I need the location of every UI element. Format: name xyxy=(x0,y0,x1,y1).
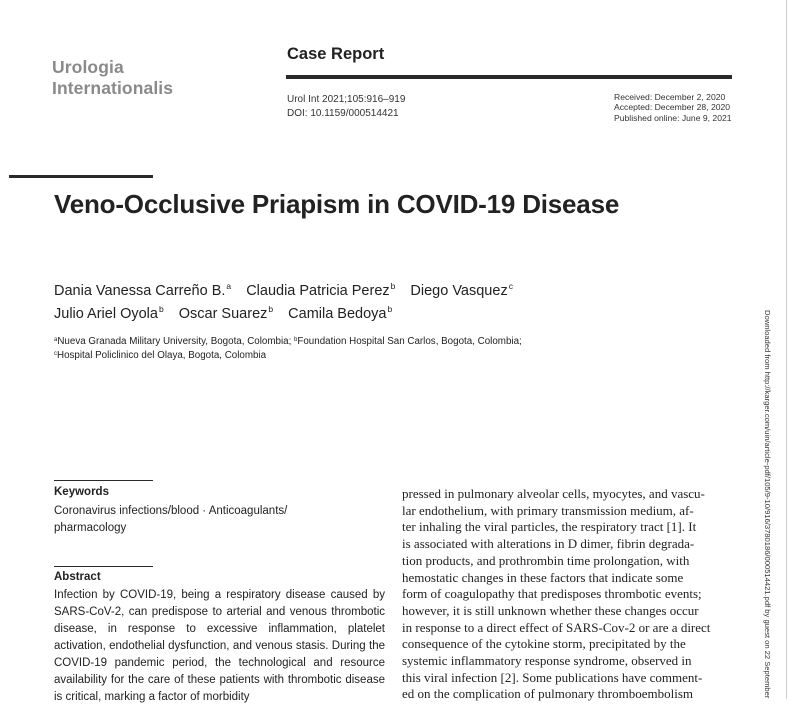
body-line: hemostatic changes in these factors that indicate some xyxy=(402,569,684,585)
author: Diego Vasquez$^c$ xyxy=(410,281,513,299)
article-type: Case Report xyxy=(287,45,385,63)
keywords-text: Coronavirus infections/blood · Anticoagulants/ pharmacology xyxy=(54,505,288,534)
page-edge-line xyxy=(786,0,787,699)
citation-doi[interactable]: DOI: 10.1159/000514421 xyxy=(287,107,399,119)
journal-name-line1: Urologia xyxy=(52,57,124,77)
body-line: however, it is still unknown whether these changes occur xyxy=(402,602,699,618)
keywords-rule xyxy=(54,480,153,481)
header-rule xyxy=(286,75,732,79)
body-line: systemic inflammatory response syndrome, observed in xyxy=(402,653,692,669)
body-line: in response to a direct effect of SARS-Cov-2 or are a direct xyxy=(402,619,711,635)
author: Julio Ariel Oyola$^b$ xyxy=(54,303,164,322)
received-date: Received: December 2, 2020 xyxy=(614,92,726,102)
affiliation-line-1: $^a$Nueva Granada Military University, Bogota, Colombia; $^b$Foundation Hospital San Carlos, Bogota, Colombia; xyxy=(54,336,522,347)
author-list xyxy=(54,280,524,325)
abstract-text: Infection by COVID-19, being a respiratory disease caused by SARS-CoV-2, can predispose to arterial and venous thrombotic disease, in response to excessive inflammation, platelet activation, endothelial dysfunction, and venous stasis. During the COVID-19 pandemic period, the technological and resource availability for the care of these patients with thrombotic disease is critical, marking a factor of morbidity xyxy=(54,589,385,703)
citation-ref: Urol Int 2021;105:916–919 xyxy=(287,94,406,105)
body-line: this viral infection [2]. Some publications have comment- xyxy=(402,669,703,685)
body-line: tion products, and prothrombin time prolongation, with xyxy=(402,552,690,568)
body-line: ed on the complication of pulmonary thromboembolism xyxy=(402,686,694,702)
affiliation-line-2: $^c$Hospital Policlinico del Olaya, Bogota, Colombia xyxy=(54,350,267,361)
author: Oscar Suarez$^b$ xyxy=(178,303,274,322)
author-row xyxy=(54,303,524,326)
article-title: Veno-Occlusive Priapism in COVID-19 Disease xyxy=(54,189,620,219)
body-line: pressed in pulmonary alveolar cells, myocytes, and vascu- xyxy=(402,486,705,501)
abstract-rule xyxy=(54,566,153,567)
journal-name-line2: Internationalis xyxy=(52,78,174,98)
abstract-heading: Abstract xyxy=(54,571,101,583)
citation xyxy=(287,93,405,120)
body-line: ter inhaling the viral particles, the respiratory tract [1]. It xyxy=(402,519,697,535)
author: Claudia Patricia Perez$^b$ xyxy=(246,281,396,299)
body-line: consequence of the cytokine storm, precipitated by the xyxy=(402,636,686,652)
affiliations xyxy=(54,335,522,363)
body-line: is associated with alterations in D dimer, fibrin degrada- xyxy=(402,536,695,552)
body-line: form of coagulopathy that predisposes thrombotic events; xyxy=(402,586,702,602)
download-notice xyxy=(760,310,772,699)
keywords-heading: Keywords xyxy=(54,486,109,498)
accepted-date: Accepted: December 28, 2020 xyxy=(614,102,731,113)
author: Dania Vanessa Carreño B.$^a$ xyxy=(54,281,232,299)
author: Camila Bedoya$^b$ xyxy=(288,303,393,322)
published-date: Published online: June 9, 2021 xyxy=(614,112,732,123)
journal-name xyxy=(52,57,173,99)
author-row xyxy=(54,280,524,303)
body-line: lar endothelium, with primary transmission medium, af- xyxy=(402,502,694,518)
download-notice-text: Downloaded from http://karger.com/uin/article-pdf/105/9-10/916/3780186/000514421.pdf by guest on 22 September xyxy=(763,310,772,699)
title-rule xyxy=(9,175,153,178)
publication-dates xyxy=(614,92,732,123)
body-text-column xyxy=(402,486,733,703)
